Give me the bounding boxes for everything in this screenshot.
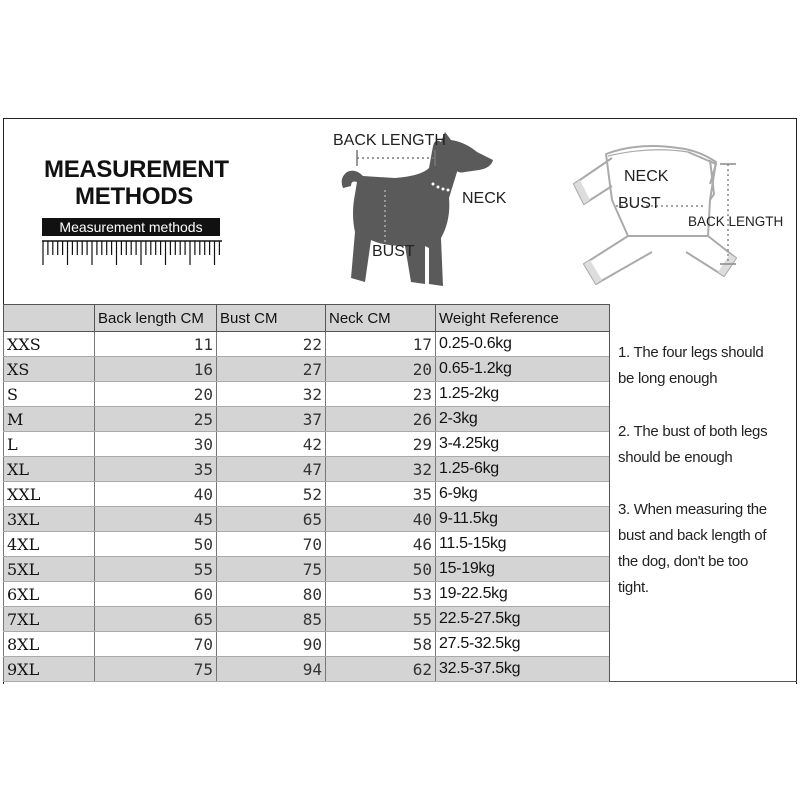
neck-cell: 53: [326, 582, 436, 607]
size-cell: 9XL: [4, 657, 95, 682]
back-length-cell: 55: [95, 557, 217, 582]
weight-cell: 9-11.5kg: [436, 507, 610, 532]
table-row: [4, 482, 610, 507]
header-back-length: Back length CM: [95, 305, 217, 332]
title-line-2: METHODS: [75, 183, 193, 210]
size-cell: 5XL: [4, 557, 95, 582]
bust-cell: 85: [217, 607, 326, 632]
back-length-cell: 25: [95, 407, 217, 432]
back-length-cell: 65: [95, 607, 217, 632]
back-length-cell: 70: [95, 632, 217, 657]
back-length-cell: 50: [95, 532, 217, 557]
dog-silhouette-diagram: [325, 128, 525, 298]
bust-cell: 52: [217, 482, 326, 507]
note-3-line-4: tight.: [618, 579, 649, 596]
back-length-cell: 40: [95, 482, 217, 507]
table-row: [4, 607, 610, 632]
size-cell: 7XL: [4, 607, 95, 632]
neck-cell: 32: [326, 457, 436, 482]
neck-cell: 17: [326, 332, 436, 357]
back-length-cell: 11: [95, 332, 217, 357]
table-row: [4, 332, 610, 357]
neck-cell: 26: [326, 407, 436, 432]
size-cell: XS: [4, 357, 95, 382]
weight-cell: 1.25-2kg: [436, 382, 610, 407]
garment-bust-label: BUST: [618, 195, 661, 212]
note-1-line-2: be long enough: [618, 370, 718, 387]
table-row: [4, 657, 610, 682]
back-length-cell: 75: [95, 657, 217, 682]
size-cell: L: [4, 432, 95, 457]
table-row: [4, 457, 610, 482]
table-row: [4, 432, 610, 457]
back-length-cell: 20: [95, 382, 217, 407]
weight-cell: 1.25-6kg: [436, 457, 610, 482]
table-header-row: [4, 305, 610, 332]
bust-cell: 80: [217, 582, 326, 607]
note-1-line-1: 1. The four legs should: [618, 344, 764, 361]
table-row: [4, 582, 610, 607]
weight-cell: 19-22.5kg: [436, 582, 610, 607]
size-cell: 8XL: [4, 632, 95, 657]
neck-cell: 40: [326, 507, 436, 532]
measurement-methods-badge: Measurement methods: [42, 218, 220, 236]
neck-cell: 20: [326, 357, 436, 382]
back-length-cell: 60: [95, 582, 217, 607]
bust-cell: 32: [217, 382, 326, 407]
bust-cell: 42: [217, 432, 326, 457]
size-cell: XL: [4, 457, 95, 482]
bust-cell: 75: [217, 557, 326, 582]
size-cell: 6XL: [4, 582, 95, 607]
dog-neck-label: NECK: [462, 190, 507, 207]
back-length-cell: 45: [95, 507, 217, 532]
bust-cell: 94: [217, 657, 326, 682]
note-2-line-2: should be enough: [618, 449, 733, 466]
header-size: [4, 305, 95, 332]
bust-cell: 47: [217, 457, 326, 482]
title-line-1: MEASUREMENT: [44, 156, 229, 183]
size-cell: XXL: [4, 482, 95, 507]
note-2: [618, 419, 788, 471]
bust-cell: 70: [217, 532, 326, 557]
header-weight: Weight Reference: [436, 305, 610, 332]
bust-cell: 37: [217, 407, 326, 432]
note-2-line-1: 2. The bust of both legs: [618, 423, 768, 440]
table-row: [4, 532, 610, 557]
neck-cell: 50: [326, 557, 436, 582]
bust-cell: 90: [217, 632, 326, 657]
garment-back-length-label: BACK LENGTH: [688, 214, 784, 229]
header-neck: Neck CM: [326, 305, 436, 332]
note-3: [618, 497, 788, 601]
weight-cell: 11.5-15kg: [436, 532, 610, 557]
bust-cell: 65: [217, 507, 326, 532]
size-cell: 3XL: [4, 507, 95, 532]
neck-cell: 55: [326, 607, 436, 632]
neck-cell: 58: [326, 632, 436, 657]
weight-cell: 2-3kg: [436, 407, 610, 432]
bust-cell: 27: [217, 357, 326, 382]
dog-back-length-label: BACK LENGTH: [333, 132, 446, 149]
garment-neck-label: NECK: [624, 168, 669, 185]
size-table: [3, 304, 610, 682]
weight-cell: 22.5-27.5kg: [436, 607, 610, 632]
header-bust: Bust CM: [217, 305, 326, 332]
size-cell: S: [4, 382, 95, 407]
table-row: [4, 382, 610, 407]
weight-cell: 32.5-37.5kg: [436, 657, 610, 682]
size-cell: 4XL: [4, 532, 95, 557]
back-length-cell: 30: [95, 432, 217, 457]
table-row: [4, 407, 610, 432]
weight-cell: 27.5-32.5kg: [436, 632, 610, 657]
size-table-body: [4, 332, 610, 682]
table-row: [4, 507, 610, 532]
neck-cell: 23: [326, 382, 436, 407]
neck-cell: 46: [326, 532, 436, 557]
note-3-line-1: 3. When measuring the: [618, 501, 767, 518]
back-length-cell: 35: [95, 457, 217, 482]
weight-cell: 0.25-0.6kg: [436, 332, 610, 357]
size-cell: XXS: [4, 332, 95, 357]
back-length-cell: 16: [95, 357, 217, 382]
ruler-icon: [42, 238, 222, 266]
table-row: [4, 357, 610, 382]
weight-cell: 15-19kg: [436, 557, 610, 582]
neck-cell: 29: [326, 432, 436, 457]
neck-cell: 35: [326, 482, 436, 507]
weight-cell: 3-4.25kg: [436, 432, 610, 457]
weight-cell: 0.65-1.2kg: [436, 357, 610, 382]
size-cell: M: [4, 407, 95, 432]
neck-cell: 62: [326, 657, 436, 682]
dog-bust-label: BUST: [372, 243, 415, 260]
note-3-line-2: bust and back length of: [618, 527, 767, 544]
weight-cell: 6-9kg: [436, 482, 610, 507]
note-3-line-3: the dog, don't be too: [618, 553, 749, 570]
bust-cell: 22: [217, 332, 326, 357]
page-title: [44, 156, 229, 210]
table-row: [4, 557, 610, 582]
note-1: [618, 340, 788, 392]
table-row: [4, 632, 610, 657]
